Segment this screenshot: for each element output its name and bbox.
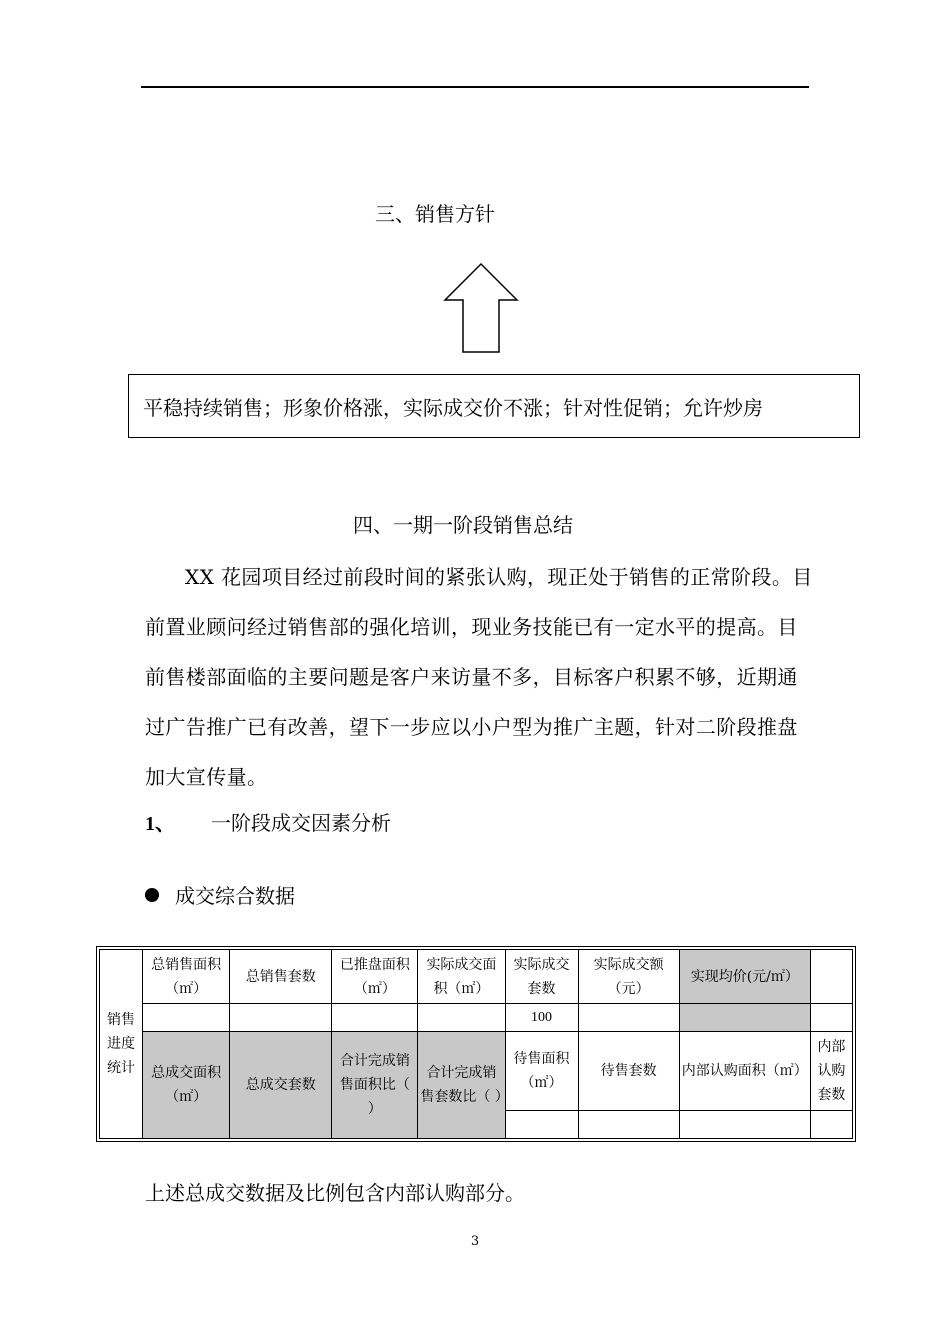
value-cell <box>679 1111 810 1139</box>
header-cell: 待售套数 <box>578 1032 679 1111</box>
header-cell <box>810 950 852 1004</box>
section-4-heading: 四、一期一阶段销售总结 <box>353 513 573 537</box>
header-cell: 待售面积（㎡） <box>505 1032 578 1111</box>
value-cell: 100 <box>505 1004 578 1032</box>
header-cell: 总销售面积（㎡） <box>143 950 230 1004</box>
header-cell: 实现均价(元/㎡） <box>679 950 810 1004</box>
value-cell <box>418 1004 505 1032</box>
header-cell: 合计完成销售套数比（ ） <box>418 1032 505 1139</box>
bullet-icon <box>145 888 159 902</box>
value-cell <box>810 1111 852 1139</box>
value-cell <box>332 1004 418 1032</box>
sales-progress-table <box>99 949 853 1139</box>
header-cell: 总成交面积（㎡） <box>143 1032 230 1139</box>
section-3-heading: 三、销售方针 <box>375 202 495 226</box>
policy-box <box>128 374 860 438</box>
subsection-title: 一阶段成交因素分析 <box>211 811 391 835</box>
table-note: 上述总成交数据及比例包含内部认购部分。 <box>145 1181 525 1205</box>
header-cell: 内部认购面积（㎡） <box>679 1032 810 1111</box>
subsection-1-heading <box>145 807 391 836</box>
header-cell: 内部认购套数 <box>810 1032 852 1111</box>
header-cell: 已推盘面积（㎡） <box>332 950 418 1004</box>
summary-paragraph <box>145 552 815 802</box>
bullet-item <box>145 880 295 909</box>
value-cell <box>810 1004 852 1032</box>
row-label-cell: 销售进度统计 <box>100 950 143 1139</box>
header-cell: 实际成交额（元） <box>578 950 679 1004</box>
value-cell <box>143 1004 230 1032</box>
value-cell <box>578 1111 679 1139</box>
header-cell: 实际成交面积（㎡） <box>418 950 505 1004</box>
table-row <box>100 950 853 1004</box>
header-cell: 总销售套数 <box>230 950 332 1004</box>
up-arrow-icon <box>443 262 519 354</box>
header-cell: 合计完成销售面积比（ ） <box>332 1032 418 1139</box>
page-number: 3 <box>470 1234 480 1249</box>
value-cell <box>679 1004 810 1032</box>
sales-progress-table-frame <box>96 946 856 1142</box>
value-cell <box>505 1111 578 1139</box>
bullet-text: 成交综合数据 <box>175 884 295 908</box>
header-rule <box>141 86 809 88</box>
table-row <box>100 1004 853 1032</box>
header-cell: 总成交套数 <box>230 1032 332 1139</box>
value-cell <box>578 1004 679 1032</box>
subsection-number: 1、 <box>145 813 175 835</box>
header-cell: 实际成交套数 <box>505 950 578 1004</box>
table-row <box>100 1032 853 1111</box>
summary-text: XX 花园项目经过前段时间的紧张认购，现正处于销售的正常阶段。目前置业顾问经过销售部的强化培训，现业务技能已有一定水平的提高。目前售楼部面临的主要问题是客户来访量不多，目标客户积累不够，近期通过广告推广已有改善，望下一步应以小户型为推广主题，针对二阶段推盘加大宣传量。 <box>145 565 813 789</box>
value-cell <box>230 1004 332 1032</box>
policy-text: 平稳持续销售；形象价格涨，实际成交价不涨；针对性促销；允许炒房 <box>143 395 763 420</box>
